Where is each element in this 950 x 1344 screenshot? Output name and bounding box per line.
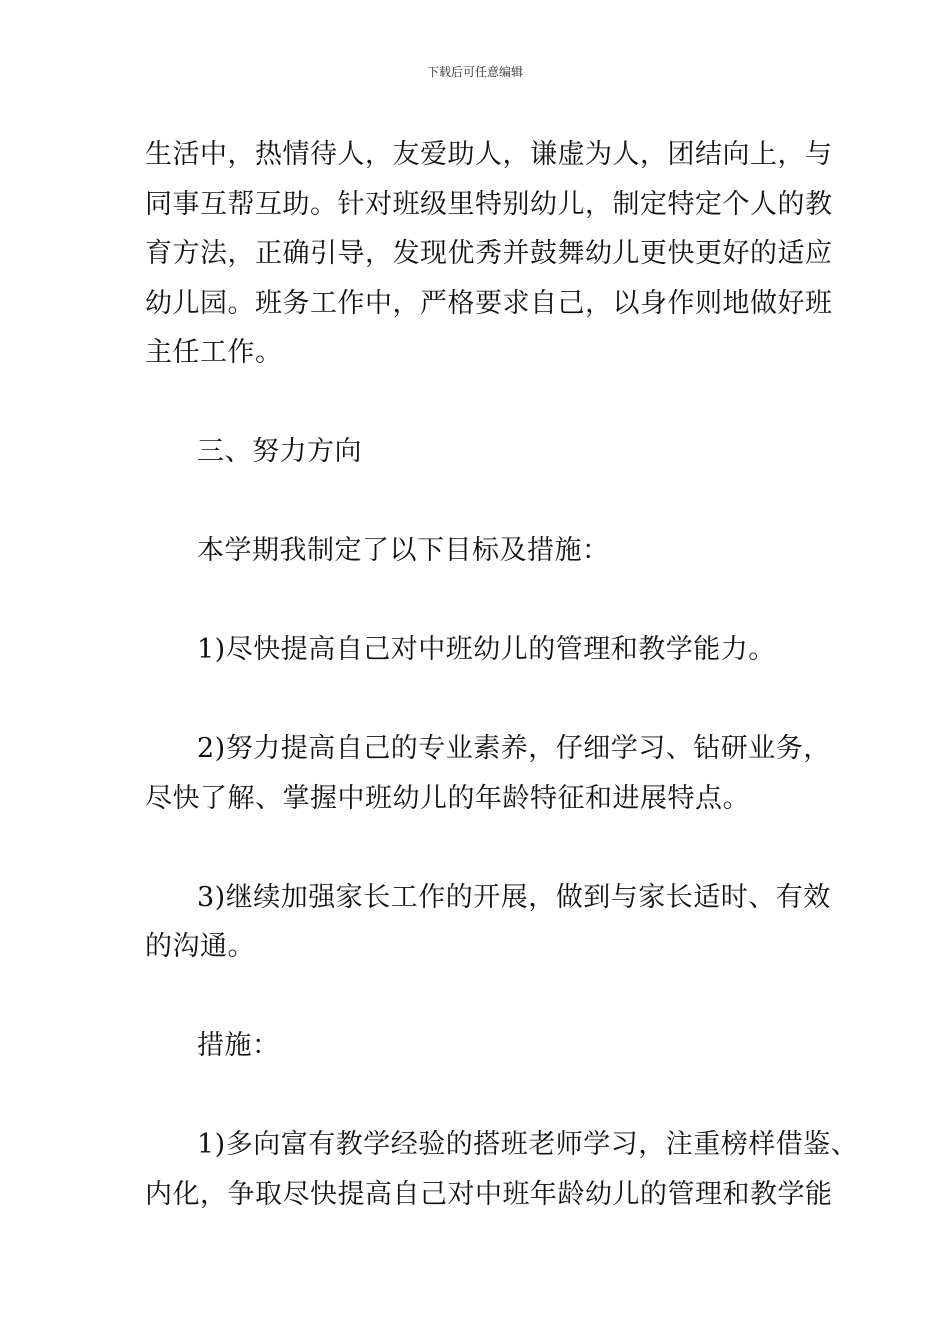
goal-item-1 bbox=[145, 625, 835, 675]
paragraph-gap bbox=[145, 477, 835, 527]
text-line: 措施： bbox=[197, 1030, 280, 1061]
text-line: 生活中，热情待人，友爱助人，谦虚为人，团结向上，与 bbox=[145, 139, 833, 170]
page-header: 下载后可任意编辑 bbox=[426, 65, 523, 79]
paragraph-gap bbox=[145, 378, 835, 428]
paragraph-gap bbox=[145, 972, 835, 1022]
text-line: 的沟通。 bbox=[145, 931, 255, 962]
paragraph-work-attitude bbox=[145, 130, 835, 378]
paragraph-intro bbox=[145, 526, 835, 576]
measure-item-1 bbox=[145, 1120, 859, 1219]
text-line: 主任工作。 bbox=[145, 337, 283, 368]
text-line: 同事互帮互助。针对班级里特别幼儿，制定特定个人的教 bbox=[145, 188, 833, 220]
section-heading bbox=[145, 427, 835, 477]
paragraph-gap bbox=[145, 1071, 835, 1121]
measures-heading bbox=[145, 1021, 835, 1071]
goal-item-3 bbox=[145, 873, 835, 972]
text-line: 1)多向富有教学经验的搭班老师学习，注重榜样借鉴、 bbox=[197, 1129, 859, 1160]
text-line: 三、努力方向 bbox=[197, 436, 362, 467]
text-line: 尽快了解、掌握中班幼儿的年龄特征和进展特点。 bbox=[145, 782, 750, 814]
document-body bbox=[145, 130, 859, 1219]
text-line: 幼儿园。班务工作中，严格要求自己，以身作则地做好班 bbox=[145, 287, 833, 319]
paragraph-gap bbox=[145, 675, 835, 725]
text-line: 内化，争取尽快提高自己对中班年龄幼儿的管理和教学能 bbox=[145, 1178, 833, 1210]
text-line: 育方法，正确引导，发现优秀并鼓舞幼儿更快更好的适应 bbox=[145, 238, 833, 269]
text-line: 3)继续加强家长工作的开展，做到与家长适时、有效 bbox=[197, 881, 831, 913]
text-line: 1)尽快提高自己对中班幼儿的管理和教学能力。 bbox=[197, 634, 776, 665]
text-line: 2)努力提高自己的专业素养，仔细学习、钻研业务， bbox=[197, 733, 831, 764]
text-line: 本学期我制定了以下目标及措施： bbox=[197, 535, 610, 566]
goal-item-2 bbox=[145, 724, 835, 823]
paragraph-gap bbox=[145, 823, 835, 873]
paragraph-gap bbox=[145, 576, 835, 626]
